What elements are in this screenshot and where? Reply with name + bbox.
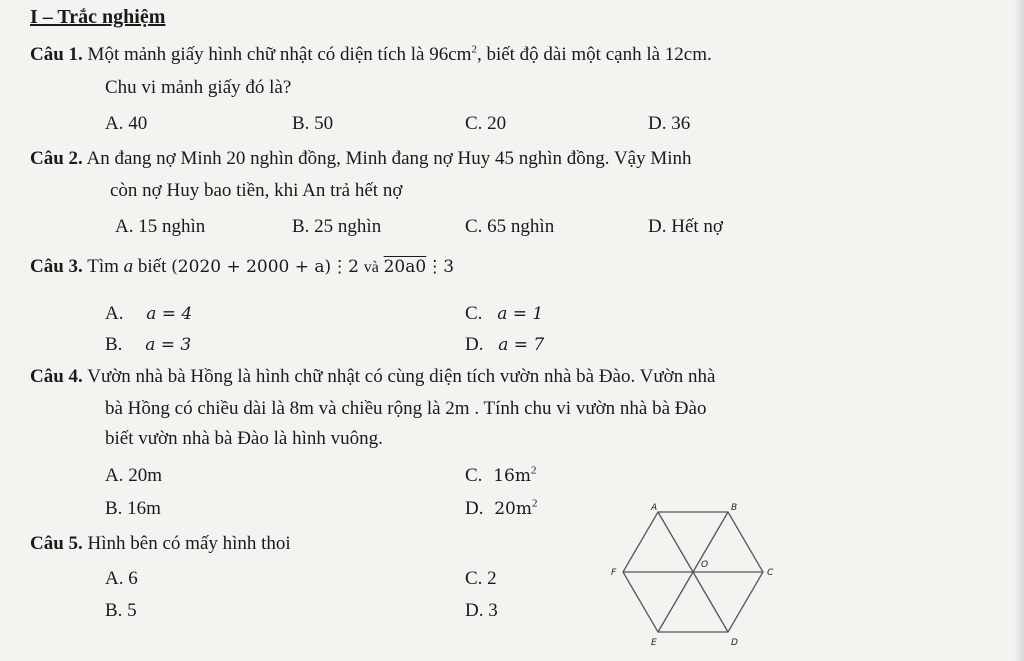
label-o: O bbox=[701, 560, 709, 570]
question-3-option-d[interactable] bbox=[465, 334, 544, 356]
question-4-line-3: biết vườn nhà bà Đào là hình vuông. bbox=[105, 428, 383, 449]
label-a: A bbox=[651, 503, 658, 513]
question-3-option-c-value: a = 1 bbox=[497, 304, 544, 324]
label-d: D bbox=[731, 638, 738, 648]
question-3-expr-2: 20a0 bbox=[383, 257, 427, 277]
question-1-line-2: Chu vi mảnh giấy đó là? bbox=[105, 77, 292, 98]
question-2-option-d[interactable]: D. Hết nợ bbox=[648, 216, 723, 237]
question-2-option-a[interactable]: A. 15 nghìn bbox=[115, 216, 206, 237]
question-5-option-a[interactable]: A. 6 bbox=[105, 568, 138, 589]
question-4-option-d-label: D. bbox=[465, 498, 484, 519]
question-2-line-2: còn nợ Huy bao tiền, khi An trả hết nợ bbox=[110, 180, 403, 201]
question-3-text-b: biết bbox=[137, 256, 167, 277]
question-4-text-1: Vườn nhà bà Hồng là hình chữ nhật có cùng diện tích vườn nhà bà Đào. Vườn nhà bbox=[87, 366, 716, 387]
question-4-option-d[interactable] bbox=[465, 498, 538, 520]
question-4-option-a[interactable]: A. 20m bbox=[105, 465, 162, 486]
question-3-option-c-label: C. bbox=[465, 303, 483, 324]
question-1-option-a[interactable]: A. 40 bbox=[105, 113, 148, 134]
question-5-number: Câu 5. bbox=[30, 533, 83, 554]
question-1-option-d[interactable]: D. 36 bbox=[648, 113, 691, 134]
question-1-line-1 bbox=[30, 44, 712, 66]
question-2-option-b[interactable]: B. 25 nghìn bbox=[292, 216, 382, 237]
question-3-option-b-value: a = 3 bbox=[145, 335, 192, 355]
question-4-option-c-sup: 2 bbox=[530, 464, 537, 477]
label-e: E bbox=[651, 638, 657, 648]
question-3-option-a-value: a = 4 bbox=[146, 304, 193, 324]
label-c: C bbox=[767, 568, 774, 578]
question-4-number: Câu 4. bbox=[30, 366, 83, 387]
question-3-option-a-label: A. bbox=[105, 303, 124, 324]
question-5-line-1 bbox=[30, 533, 291, 555]
section-title: I – Trắc nghiệm bbox=[30, 6, 166, 28]
question-5-option-b[interactable]: B. 5 bbox=[105, 600, 137, 621]
question-2-line-1 bbox=[30, 148, 692, 170]
question-3-option-b-label: B. bbox=[105, 334, 123, 355]
label-b: B bbox=[731, 503, 738, 513]
question-3-option-a[interactable] bbox=[105, 303, 192, 325]
question-3-var: a bbox=[123, 256, 134, 277]
question-3-expr-1: (2020 + 2000 + a)⋮2 bbox=[171, 257, 359, 277]
question-3-option-d-value: a = 7 bbox=[498, 335, 545, 355]
hexagon-figure bbox=[603, 500, 783, 650]
question-1-sup: 2 bbox=[471, 43, 477, 56]
label-f: F bbox=[611, 568, 617, 578]
question-4-line-2: bà Hồng có chiều dài là 8m và chiều rộng là 2m . Tính chu vi vườn nhà bà Đào bbox=[105, 398, 707, 419]
question-5-option-d[interactable]: D. 3 bbox=[465, 600, 498, 621]
question-1-text-b: , biết độ dài một cạnh là 12cm. bbox=[476, 44, 712, 65]
question-3-option-b[interactable] bbox=[105, 334, 191, 356]
question-3-number: Câu 3. bbox=[30, 256, 83, 277]
question-1-option-b[interactable]: B. 50 bbox=[292, 113, 334, 134]
question-4-option-d-sup: 2 bbox=[532, 497, 538, 510]
page-edge-shadow bbox=[1014, 0, 1024, 661]
question-2-text-1: An đang nợ Minh 20 nghìn đồng, Minh đang nợ Huy 45 nghìn đồng. Vậy Minh bbox=[86, 148, 692, 169]
question-4-option-c-label: C. bbox=[465, 465, 483, 486]
question-5-text-1: Hình bên có mấy hình thoi bbox=[87, 533, 291, 554]
question-4-option-c[interactable] bbox=[465, 465, 536, 487]
question-4-option-c-value: 16m bbox=[493, 466, 531, 486]
question-3-text-a: Tìm bbox=[87, 256, 119, 277]
question-3-option-d-label: D. bbox=[465, 334, 484, 355]
question-1-text-a: Một mảnh giấy hình chữ nhật có diện tích là 96cm bbox=[87, 44, 472, 65]
question-3-and: và bbox=[363, 259, 379, 276]
question-4-line-1 bbox=[30, 366, 715, 388]
question-2-option-c[interactable]: C. 65 nghìn bbox=[465, 216, 555, 237]
question-4-option-b[interactable]: B. 16m bbox=[105, 498, 161, 519]
question-3-option-c[interactable] bbox=[465, 303, 543, 325]
question-2-number: Câu 2. bbox=[30, 148, 83, 169]
question-4-option-d-value: 20m bbox=[494, 499, 532, 519]
question-5-option-c[interactable]: C. 2 bbox=[465, 568, 497, 589]
question-1-option-c[interactable]: C. 20 bbox=[465, 113, 507, 134]
question-1-number: Câu 1. bbox=[30, 44, 83, 65]
question-3-line-1 bbox=[30, 256, 454, 278]
question-3-expr-2-tail: ⋮3 bbox=[426, 257, 455, 277]
